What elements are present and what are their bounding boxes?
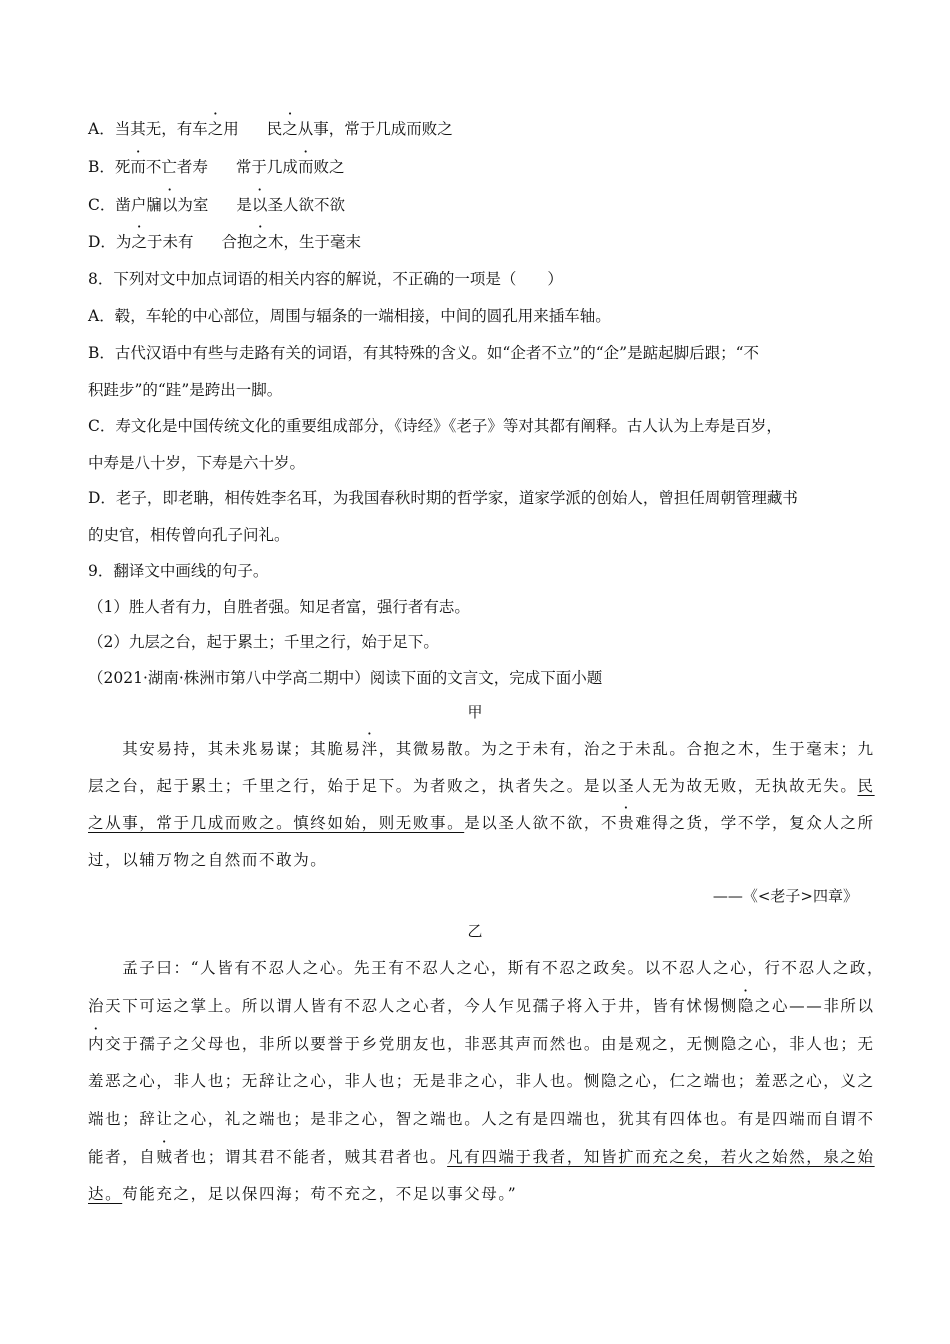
underlined-sentence: 达。 [88,1185,123,1203]
q8-option-b[interactable]: B．古代汉语中有些与走路有关的词语，有其特殊的含义。如“企者不立”的“企”是踮起脚后跟；“不 [88,344,760,362]
dotted-char: 以 [161,196,178,214]
dotted-char: 之 [252,233,268,251]
dotted-char: 而 [130,158,146,176]
q7-option-c[interactable]: C．凿户牖以为室 是以圣人欲不欲 [88,196,345,214]
dotted-char: 泮 [361,740,379,758]
passage-yi-line: 羞恶之心，非人也；无辞让之心，非人也；无是非之心，非人也。恻隐之心，仁之端也；羞恶之心，义之 [88,1072,875,1090]
underlined-sentence: 凡有四端于我者，知皆扩而充之矣，若火之始然，泉之始 [447,1148,875,1166]
dotted-char: 贵 [618,814,636,832]
q8-stem: 8．下列对文中加点词语的相关内容的解说，不正确的一项是（ ） [88,270,563,288]
q9-stem: 9．翻译文中画线的句子。 [88,562,269,580]
dotted-char: 之 [282,120,298,138]
passage-jia-line: 过，以辅万物之自然而不敢为。 [88,851,328,869]
q8-option-d-cont: 的史官，相传曾向孔子问礼。 [88,526,290,544]
passage-yi-line: 端也；辞让之心，礼之端也；是非之心，智之端也。人之有是四端也，犹其有四体也。有是四端而自谓不 [88,1110,875,1128]
passage-jia-line: 层之台，起于累土；千里之行，始于足下。为者败之，执者失之。是以圣人无为故无败，无执故无失。民 [88,777,875,795]
dotted-char: 内 [88,1035,106,1053]
source-line: （2021·湖南·株洲市第八中学高二期中）阅读下面的文言文，完成下面小题 [88,669,603,687]
q9-sentence-2: （2）九层之台，起于累土；千里之行，始于足下。 [88,633,439,651]
dotted-char: 隐 [737,997,755,1015]
q7-option-b[interactable]: B．死而不亡者寿 常于几成而败之 [88,158,345,176]
q8-option-b-cont: 积跬步”的“跬”是跨出一脚。 [88,381,283,399]
q8-option-c[interactable]: C．寿文化是中国传统文化的重要组成部分，《诗经》《老子》等对其都有阐释。古人认为上寿是百岁， [88,417,782,435]
dotted-char: 之 [131,233,147,251]
underlined-sentence: 民 [857,777,875,795]
q8-option-c-cont: 中寿是八十岁，下寿是六十岁。 [88,454,306,472]
dotted-char: 而 [297,158,314,176]
q8-option-d[interactable]: D．老子，即老聃，相传姓李名耳，为我国春秋时期的哲学家，道家学派的创始人，曾担任周朝管理藏书 [88,489,798,507]
q7-option-a[interactable]: A．当其无，有车之用 民之从事，常于几成而败之 [88,120,453,138]
passage-yi-line: 内交于孺子之父母也，非所以要誉于乡党朋友也，非恶其声而然也。由是观之，无恻隐之心，非人也；无 [88,1035,875,1053]
passage-jia-line: 其安易持，其未兆易谋；其脆易泮，其微易散。为之于未有，治之于未乱。合抱之木，生于毫末；九 [88,740,875,758]
q8-option-a[interactable]: A．毂，车轮的中心部位，周围与辐条的一端相接，中间的圆孔用来插车轴。 [88,307,611,325]
passage-yi-line: 能者，自贼者也；谓其君不能者，贼其君者也。凡有四端于我者，知皆扩而充之矣，若火之始然，泉之始 [88,1148,875,1166]
passage-yi-line: 治天下可运之掌上。所以谓人皆有不忍人之心者，今人乍见孺子将入于井，皆有怵惕恻隐之心——非所以 [88,997,875,1015]
passage-jia-attribution: ——《<老子>四章》 [712,887,858,905]
passage-jia-heading: 甲 [467,703,483,721]
q9-sentence-1: （1）胜人者有力，自胜者强。知足者富，强行者有志。 [88,598,470,616]
underlined-sentence: 之从事，常于几成而败之。慎终如始，则无败事。 [88,814,465,832]
dotted-char: 以 [251,196,268,214]
dotted-char: 之 [207,120,224,138]
q7-option-d[interactable]: D．为之于未有 合抱之木，生于毫末 [88,233,362,251]
dotted-char: 贼 [156,1148,174,1166]
passage-yi-heading: 乙 [467,922,483,940]
passage-jia-line: 之从事，常于几成而败之。慎终如始，则无败事。是以圣人欲不欲，不贵难得之货，学不学，复众人之所 [88,814,875,832]
passage-yi-line: 达。苟能充之，足以保四海；苟不充之，不足以事父母。” [88,1185,518,1203]
passage-yi-line: 孟子曰：“人皆有不忍人之心。先王有不忍人之心，斯有不忍之政矣。以不忍人之心，行不忍人之政， [88,959,885,977]
